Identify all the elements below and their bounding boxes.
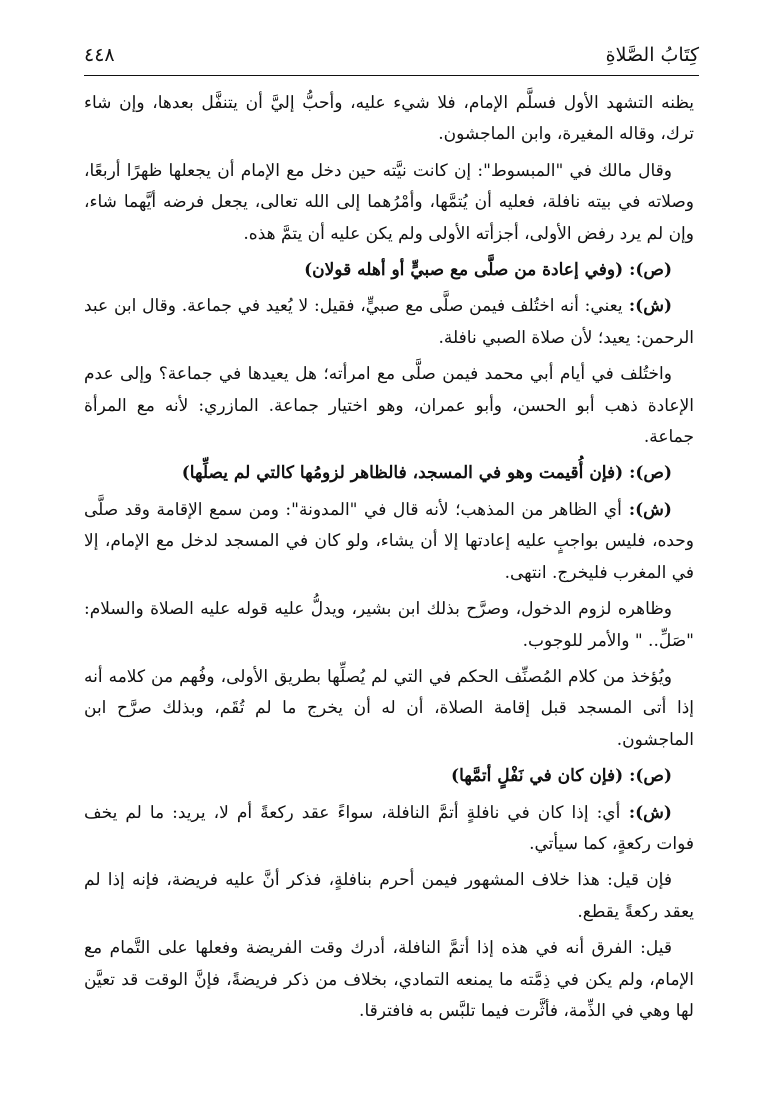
sharh-paragraph — [84, 495, 694, 589]
paragraph — [84, 156, 694, 250]
paragraph-marker: (ش): — [621, 499, 672, 520]
paragraph-text: فإن قيل: هذا خلاف المشهور فيمن أحرم بنافلةٍ، فذكر أنَّ عليه فريضة، فإنه إذا لم يعقد ركعةً يقطع. — [84, 870, 694, 922]
paragraph-text: (فإن كان في نَفْلٍ أتمَّها) — [451, 766, 624, 787]
matn-paragraph — [84, 761, 694, 792]
paragraph-marker: (ص): — [623, 260, 672, 281]
paragraph-text: وقال مالك في "المبسوط": إن كانت نيَّته حين دخل مع الإمام أن يجعلها ظهرًا أربعًا، وصلاته في بيته نافلة، فعليه أن يُتمَّها، وأمْرُهما إلى الله تعالى، يجعل فرضه أيَّهما شاء، وإن لم يرد رفض الأولى، أجزأته الأولى ولم يكن عليه أن يتمَّ هذه. — [84, 160, 694, 244]
paragraph-text: (فإن أُقيمت وهو في المسجد، فالظاهر لزومُها كالتي لم يصلِّها) — [181, 463, 624, 484]
paragraph-marker: (ص): — [623, 463, 672, 484]
paragraph-text: واختُلف في أيام أبي محمد فيمن صلَّى مع امرأته؛ هل يعيدها في جماعة؟ وإلى عدم الإعادة ذهب أبو الحسن، وأبو عمران، وهو اختيار جماعة. المازري: لأنه مع المرأة جماعة. — [84, 364, 694, 448]
paragraph-text: أي: إذا كان في نافلةٍ أتمَّ النافلة، سواءً عقد ركعةً أم لا، يريد: ما لم يخف فوات ركعةٍ، كما سيأتي. — [84, 802, 694, 854]
paragraph-text: قيل: الفرق أنه في هذه إذا أتمَّ النافلة، أدرك وقت الفريضة وفعلها على التَّمام مع الإمام، ولم يكن في ذِمَّته ما يمنعه التمادي، بخلاف من ذكر فريضةً، فإنَّ الوقت قد تعيَّن لها وهي في الذِّمة، فأثَّرت فيما تلبَّس به فافترقا. — [84, 938, 694, 1021]
paragraph — [84, 865, 694, 928]
page-number: ٤٤٨ — [84, 44, 115, 66]
paragraph-marker: (ش): — [622, 296, 672, 317]
running-title: كِتَابُ الصَّلاةِ — [605, 44, 699, 66]
matn-paragraph — [84, 458, 694, 489]
paragraph-text: يظنه التشهد الأول فسلَّم الإمام، فلا شيء عليه، وأحبُّ إليَّ أن يتنفَّل بعدها، وإن شاء ترك، وقاله المغيرة، وابن الماجشون. — [84, 93, 694, 145]
sharh-paragraph — [84, 798, 694, 861]
paragraph-text: وظاهره لزوم الدخول، وصرَّح بذلك ابن بشير، ويدلُّ عليه قوله عليه الصلاة والسلام: "صَلِّ.. " والأمر للوجوب. — [84, 599, 694, 651]
sharh-paragraph — [84, 291, 694, 354]
page-header — [84, 40, 699, 76]
paragraph-text: (وفي إعادة من صلَّى مع صبيٍّ أو أهله قولان) — [304, 260, 624, 281]
matn-paragraph — [84, 255, 694, 286]
paragraph — [84, 359, 694, 453]
paragraph-marker: (ص): — [623, 766, 672, 787]
paragraph — [84, 594, 694, 657]
paragraph-text: أي الظاهر من المذهب؛ لأنه قال في "المدونة": ومن سمع الإقامة وقد صلَّى وحده، فليس بواجبٍ عليه إعادتها إلا أن يشاء، ولو كان في المسجد لدخل مع الإمام، إلا في المغرب فليخرج. انتهى. — [84, 499, 694, 583]
paragraph-text: ويُؤخذ من كلام المُصنِّف الحكم في التي لم يُصلِّها بطريق الأولى، وفُهم من كلامه أنه إذا أتى المسجد قبل إقامة الصلاة، أن له أن يخرج ما لم تُقَم، وبذلك صرَّح ابن الماجشون. — [84, 666, 694, 750]
header-rule — [84, 75, 699, 76]
body-text — [84, 88, 694, 1032]
paragraph-marker: (ش): — [620, 802, 672, 823]
paragraph — [84, 662, 694, 756]
paragraph-text: يعني: أنه اختُلف فيمن صلَّى مع صبيٍّ، فقيل: لا يُعيد في جماعة. وقال ابن عبد الرحمن: يعيد؛ لأن صلاة الصبي نافلة. — [84, 296, 694, 348]
paragraph — [84, 88, 694, 151]
paragraph — [84, 933, 694, 1027]
